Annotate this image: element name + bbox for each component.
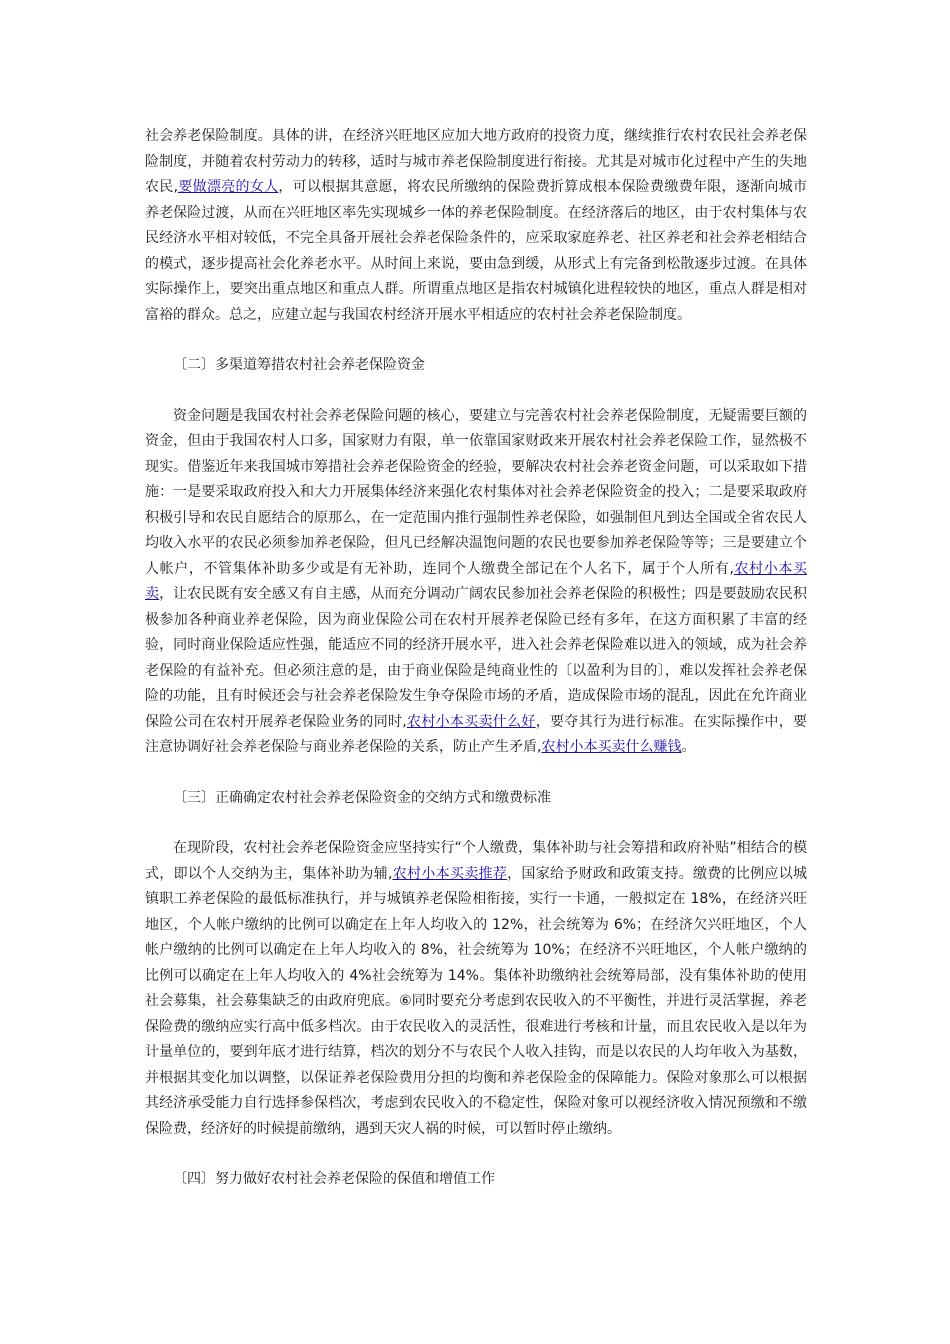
document-body — [145, 124, 807, 1218]
paragraph-2-text-3: ，要夺其行为进行标准。在实际操作中，要注意协调好社会养老保险与商业养老保险的关系，防止产生矛盾, — [145, 713, 808, 755]
paragraph-1-text-2: ，可以根据其意愿，将农民所缴纳的保险费折算成根本保险费缴费年限，逐渐向城市养老保险过渡，从而在兴旺地区率先实现城乡一体的养老保险制度。在经济落后的地区，由于农村集体与农民经济水平相对较低，不完全具备开展社会养老保险条件的，应采取家庭养老、社区养老和社会养老相结合的模式，逐步提高社会化养老水平。从时间上来说，要由急到缓，从形式上有完备到松散逐步过渡。在具体实际操作上，要突出重点地区和重点人群。所谓重点地区是指农村城镇化进程较快的地区，重点人群是相对富裕的群众。总之，应建立起与我国农村经济开展水平相适应的农村社会养老保险制度。 — [145, 179, 808, 323]
paragraph-2 — [145, 404, 807, 761]
paragraph-2-text-2: ，让农民既有安全感又有自主感，从而充分调动广阔农民参加社会养老保险的积极性；四是要鼓励农民积极参加各种商业养老保险，因为商业保险公司在农村开展养老保险已经有多年，在这方面积累了丰富的经验，同时商业保险适应性强，能适应不同的经济开展水平，进入社会养老保险难以进入的领域，成为社会养老保险的有益补充。但必须注意的是，由于商业保险是纯商业性的〔以盈利为目的〕，难以发挥社会养老保险的功能，且有时候还会与社会养老保险发生争夺保险市场的矛盾，造成保险市场的混乱，因此在允许商业保险公司在农村开展养老保险业务的同时, — [145, 586, 808, 730]
section-heading-3: 〔三〕正确确定农村社会养老保险资金的交纳方式和缴费标准 — [173, 789, 551, 806]
paragraph-1-text-1: 社会养老保险制度。具体的讲，在经济兴旺地区应加大地方政府的投资力度，继续推行农村农民社会养老保险制度，并随着农村劳动力的转移，适时与城市养老保险制度进行衔接。尤其是对城市化过程中产生的失地农民, — [145, 128, 807, 195]
paragraph-2-text-1: 资金问题是我国农村社会养老保险问题的核心，要建立与完善农村社会养老保险制度，无疑需要巨额的资金，但由于我国农村人口多，国家财力有限，单一依靠国家财政来开展农村社会养老保险工作，显然极不现实。借鉴近年来我国城市筹措社会养老保险资金的经验，要解决农村社会养老资金问题，可以采取如下措施：一是要采取政府投入和大力开展集体经济来强化农村集体对社会养老保险资金的投入；二是要采取政府积极引导和农民自愿结合的原那么，在一定范围内推行强制性养老保险，如强制但凡到达全国或全省农民人均收入水平的农民必须参加养老保险，但凡已经解决温饱问题的农民也要参加养老保险等等；三是要建立个人帐户，不管集体补助多少或是有无补助，连同个人缴费全部记在个人名下，属于个人所有, — [145, 407, 807, 577]
section-heading-4: 〔四〕努力做好农村社会养老保险的保值和增值工作 — [173, 1171, 495, 1187]
section-heading-2: 〔二〕多渠道筹措农村社会养老保险资金 — [173, 357, 425, 373]
link-rural-small-business[interactable]: 农村小本买卖 — [145, 560, 807, 602]
paragraph-3-text-2: ，国家给予财政和政策支持。缴费的比例应以城镇职工养老保险的最低标准执行，并与城镇养老保险相衔接，实行一卡通，一般拟定在 18%，在经济兴旺地区，个人帐户缴纳的比例可以确定在上年人均收入的 12%，社会统筹为 6%；在经济欠兴旺地区，个人帐户缴纳的比例可以确定在上年人均收入的 8%，社会统筹为 10%；在经济不兴旺地区，个人帐户缴纳的比例可以确定在上年人均收入的 4%社会统筹为 14%。集体补助缴纳社会统筹局部，没有集体补助的使用社会募集，社会募集缺乏的由政府兜底。⑥同时要充分考虑到农民收入的不平衡性，并进行灵活掌握，养老保险费的缴纳应实行高中低多档次。由于农民收入的灵活性，很难进行考核和计量，而且农民收入是以年为计量单位的，要到年底才进行结算，档次的划分不与农民个人收入挂钩，而是以农民的人均年收入为基数，并根据其变化加以调整，以保证养老保险费用分担的均衡和养老保险金的保障能力。保险对象那么可以根据其经济承受能力自行选择参保档次，考虑到农民收入的不稳定性，保险对象可以视经济收入情况预缴和不缴保险费，经济好的时候提前缴纳，遇到天灾人祸的时候，可以暂时停止缴纳。 — [145, 865, 808, 1137]
paragraph-1 — [145, 124, 807, 328]
link-rural-small-business-recommend[interactable]: 农村小本买卖推荐 — [392, 865, 508, 882]
link-rural-small-business-profitable[interactable]: 农村小本买卖什么赚钱 — [541, 739, 682, 755]
paragraph-3 — [145, 836, 807, 1142]
link-rural-small-business-what-good[interactable]: 农村小本买卖什么好 — [406, 713, 536, 730]
paragraph-3-text-1: 在现阶段，农村社会养老保险资金应坚持实行“个人缴费，集体补助与社会筹措和政府补贴”相结合的模式，即以个人交纳为主，集体补助为辅, — [145, 840, 807, 882]
paragraph-2-text-4: 。 — [681, 739, 696, 755]
link-beautiful-woman[interactable]: 要做漂亮的女人 — [178, 179, 279, 195]
